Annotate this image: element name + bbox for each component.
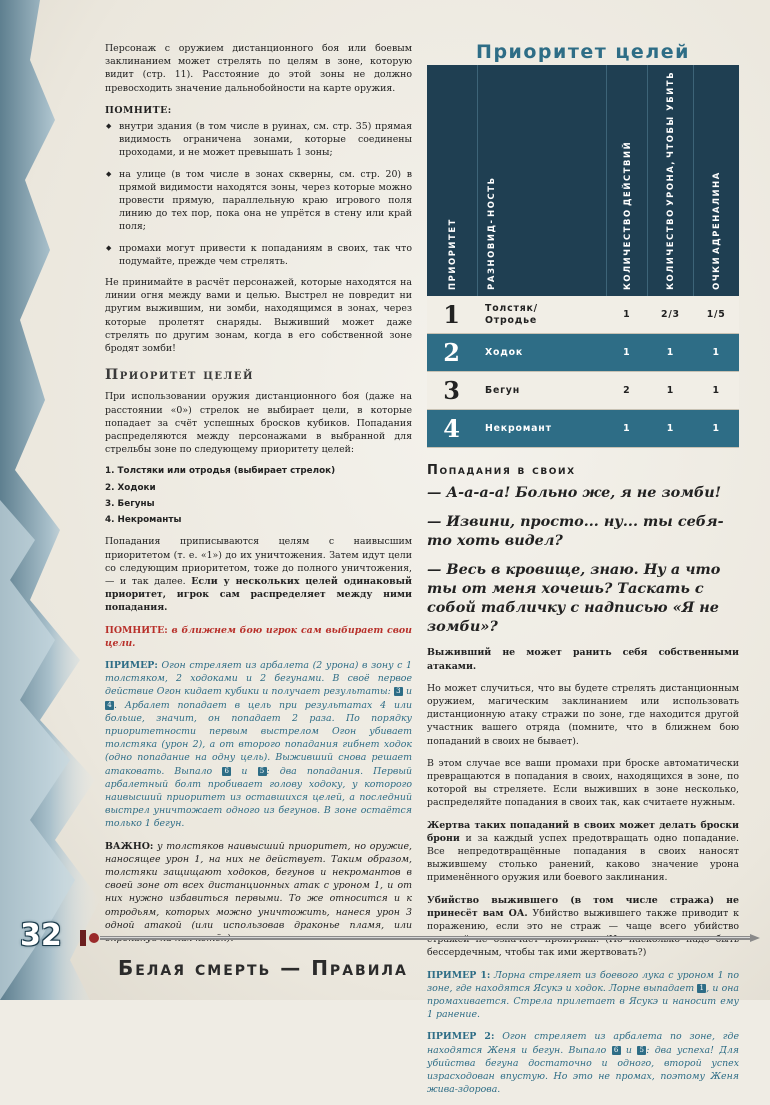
list-item: 2. Ходоки (105, 482, 156, 493)
assign-paragraph: Попадания приписываются целям с наивысшим приоритетом (т. е. «1») до их уничтожения. Затем идут цели со следующим приоритетом, тоже до полного уничтожения, — и так далее. Если у нескольких целей одинаковый приоритет, игрок сам распределяет между ними попадания. (105, 536, 412, 614)
table-row: 3 Бегун 2 1 1 (427, 372, 739, 410)
header-actions: КОЛИЧЕСТВО ДЕЙСТВИЙ (606, 65, 648, 296)
example-label: ПРИМЕР: (105, 659, 158, 671)
remember-label: ПОМНИТЕ: (105, 104, 172, 116)
dialog-line: — А-а-а-а! Больно же, я не зомби! (427, 484, 722, 502)
example-box: ПРИМЕР: Огон стреляет из арбалета (2 урона) в зону с 1 толстяком, 2 ходоками и 2 бегунами. В своё первое действие Огон кидает кубики и получает результаты: 3 и 4 . Арбалет попадает в цель при результатах 4 или больше, значит, он попадает 2 раза. По порядку приоритетности первым выстрелом Огон убивает толстяка (урон 2), а от второго попадания гибнет ходок (одно попадание на одну цель). Выживший снова решает атаковать. Выпало 6 и 5 : два попадания. Первый арбалетный болт пробивает голову ходоку, у которого наивысший приоритет из оставшихся целей, а последний выстрел уничтожает одного из бегунов. В зоне остаётся только 1 бегун. (105, 659, 413, 830)
kill-survivor-paragraph: Убийство выжившего (в том числе стражa) не принесёт вам ОА. Убийство выжившего также приводит к поражению, если это не страж — чаще всего убийство бессердечным, чтобы так ими жертвовать?) (427, 894, 739, 959)
friendly-paragraph-1: Но может случиться, что вы будете стрелять дистанционным оружием, магическим заклинанием или использовать дистанционную атаку стражи по зоне, где находится другой участник вашего отряда (помните, что в ближнем бою попаданий в своих не бывает). (427, 682, 739, 747)
footer-title: Белая смерть — Правила (118, 956, 408, 980)
friendly-paragraph-2: В этом случае все ваши промахи при броске автоматически превращаются в попадания в своих, находящихся в зоне, по которой вы стреляете. Если выживших в зоне несколько, распределяйте попадания в своих так, как считаете нужным. (427, 757, 739, 809)
list-item: 1. Толстяки или отродья (выбирает стрелок) (105, 466, 336, 477)
list-item: ◆ на улице (в том числе в зонах скверны, см. стр. 20) в прямой видимости находятся зоны, через которые можно провести прямую, параллельную краю игрового поля линию до тех пор, пока она не упрётся в стену или край поля; (119, 168, 412, 234)
table-title: Приоритет целей (476, 41, 690, 63)
die-icon: 3 (394, 687, 403, 696)
example-2: ПРИМЕР 2: Огон стреляет из арбалета по зоне, где находятся Женя и бегун. Выпало 6 и 5 : два успеха! Для убийства бегуна достаточно и одного, второй успех израсходован впустую. Но это не промах, поэтому Женя жива-здорова. (427, 1031, 740, 1096)
left-column (105, 42, 412, 954)
dialog-line: — Весь в кровище, знаю. Ну а что ты от меня хочешь? Таскать с собой табличку с надписью «Я не зомби»? (427, 561, 721, 636)
table-row: 2 Ходок 1 1 1 (427, 334, 739, 372)
die-icon: 5 (258, 767, 267, 776)
header-type: РАЗНОВИД- НОСТЬ (477, 65, 606, 296)
target-priority-table (427, 65, 739, 448)
important-label: ВАЖНО: (105, 840, 154, 852)
list-item: 4. Некроманты (105, 515, 182, 526)
die-icon: 4 (105, 701, 114, 710)
die-icon: 5 (637, 1046, 646, 1055)
table-header-row (427, 65, 739, 296)
important-note: ВАЖНО: у толстяков наивысший приоритет, но оружие, наносящее урон 1, на них не действует. Таким образом, толстяки защищают ходоков, бегунов и некромантов в своей зоне от всех дистанционных атак с уроном 1, и от них нужно избавиться первыми. То же относится и к отродьям, которых можно уничтожить, нанеся урон 3 одной атакой (или использовав драконье пламя, или (105, 840, 413, 931)
die-icon: 1 (697, 984, 706, 993)
line-of-fire-paragraph: Не принимайте в расчёт персонажей, которые находятся на линии огня между вами и целью. Выстрел не повредит ни другим выжившим, ни зомби, находящимся в зонах, через которые пролетят снаряды. Выживший может даже стрелять по другим зонам, когда в его собственной зоне бродят зомби! (105, 277, 412, 355)
header-damage: КОЛИЧЕСТВО УРОНА, ЧТОБЫ УБИТЬ (648, 65, 694, 296)
header-adrenaline: ОЧКИ АДРЕНАЛИНА (693, 65, 739, 296)
frost-decoration (0, 0, 110, 1000)
priority-paragraph: При использовании оружия дистанционного боя (даже на расстоянии «0») стрелок не выбирает цели, в которые попадает за счёт успешных бросков кубиков. Попадания распределяются между персонажами в выбранной для стрельбы зоне по следующему приоритету целей: (105, 391, 412, 456)
target-priority-list (105, 465, 412, 527)
intro-paragraph: Персонаж с оружием дистанционного боя или боевым заклинанием может стрелять по целям в зоне, которую видит (стр. 11). Расстояние до этой зоны не должно превосходить значение дальнобойности на карте оружия. (105, 43, 412, 94)
table-row: 4 Некромант 1 1 1 (427, 410, 739, 448)
assign-bold-text: Если у нескольких целей одинаковый приоритет, игрок сам распределяет между ними попадания. (105, 575, 412, 614)
list-item: ◆ внутри здания (в том числе в руинах, см. стр. 35) прямая видимость ограничена зонами, которые соединены проходами, и не может превышать 1 зоны; (119, 120, 412, 160)
list-item: ◆ промахи могут привести к попаданиям в своих, так что подумайте, прежде чем стрелять. (119, 242, 412, 268)
dialog-line: — Извини, просто... ну... ты себя-то хоть видел? (427, 513, 724, 550)
remember-list (105, 120, 412, 268)
section-title-target-priority: Приоритет целей (105, 367, 254, 384)
die-icon: 6 (612, 1046, 621, 1055)
self-harm-rule: Выживший не может ранить себя собственными атаками. (427, 647, 739, 672)
page-number: 32 (20, 918, 62, 953)
armor-paragraph: Жертва таких попаданий в своих может делать броски брони и за каждый успех предотвращать одно попадание. Все непредотвращённые попадания в своих наносят выжившему столько ранений, каково значение урона применённого оружия или боевого заклинания. (427, 819, 739, 884)
sword-divider (60, 928, 760, 948)
note-label: ПОМНИТЕ: (105, 624, 168, 636)
melee-note: ПОМНИТЕ: в ближнем бою игрок сам выбирает свои цели. (105, 624, 412, 649)
section-title-friendly-fire: Попадания в своих (427, 463, 576, 479)
table-row: 1 Толстяк/ Отродье 1 2/3 1/5 (427, 296, 739, 334)
header-priority: ПРИОРИТЕТ (427, 65, 477, 296)
die-icon: 6 (222, 767, 231, 776)
example-1: ПРИМЕР 1: Лорна стреляет из боевого лука с уроном 1 по зоне, где находятся Ясукэ и ходок. Лорне выпадает 1 , и она промахивается. Стрела прилетает в Ясукэ и наносит ему 1 ранение. (427, 969, 739, 1021)
list-item: 3. Бегуны (105, 498, 155, 509)
